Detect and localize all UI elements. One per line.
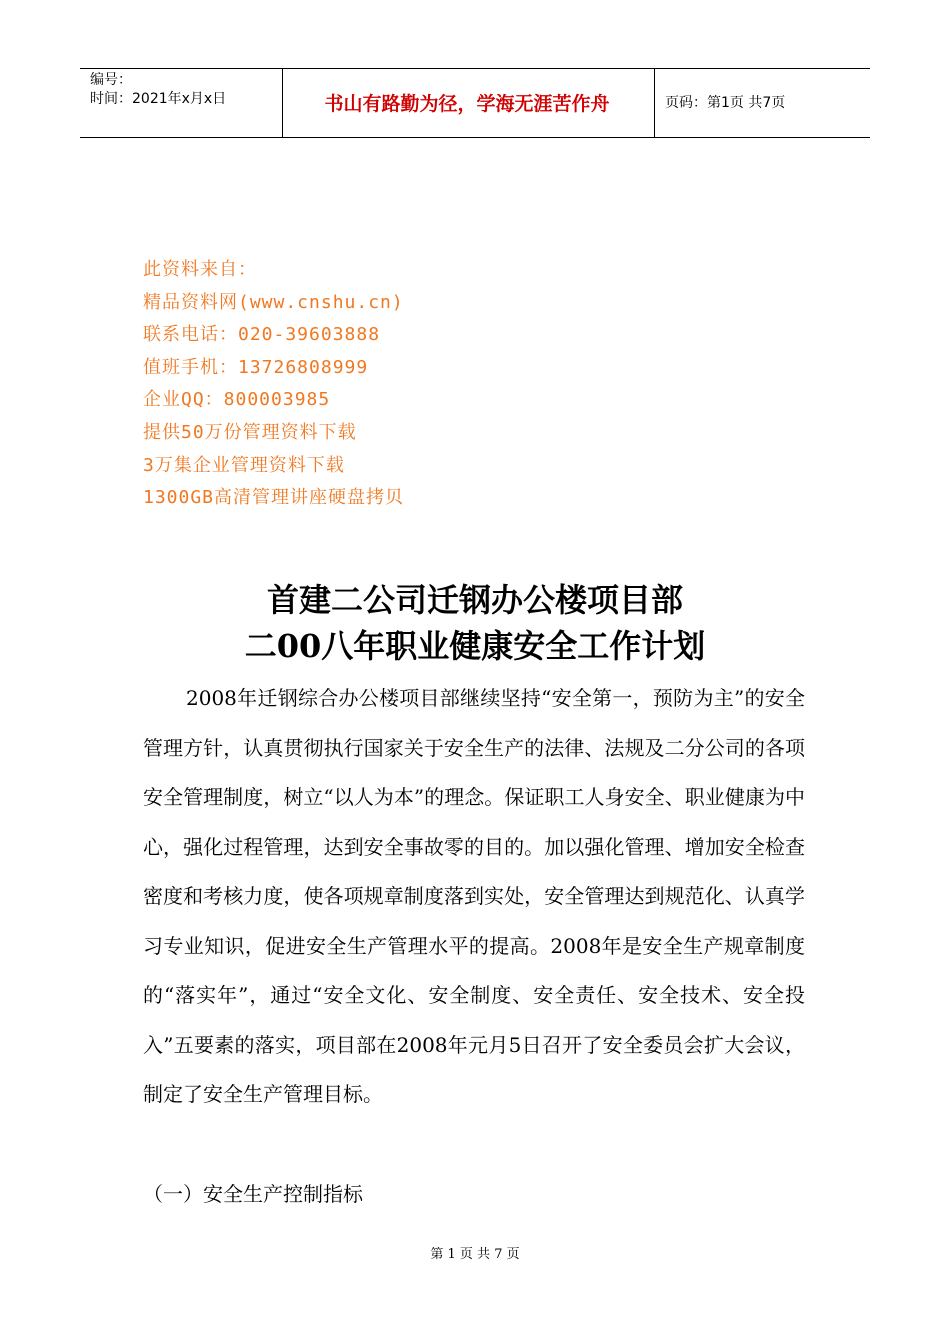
header-meta	[90, 71, 226, 109]
body-paragraph: 2008年迁钢综合办公楼项目部继续坚持“安全第一，预防为主”的安全管理方针，认真贯彻执行国家关于安全生产的法律、法规及二分公司的各项安全管理制度，树立“以人为本”的理念。保证职工人身安全、职业健康为中心，强化过程管理，达到安全事故零的目的。加以强化管理、增加安全检查密度和考核力度，使各项规章制度落到实处，安全管理达到规范化、认真学习专业知识，促进安全生产管理水平的提高。2008年是安全生产规章制度的“落实年”，通过“安全文化、安全制度、安全责任、安全技术、安全投入”五要素的落实，项目部在2008年元月5日召开了安全委员会扩大会议，制定了安全生产管理目标。	[143, 686, 805, 1106]
header-page-info: 页码：第1页 共7页	[665, 95, 786, 111]
source-line: 企业QQ：800003985	[143, 389, 331, 411]
document-title-line-1: 首建二公司迁钢办公楼项目部	[266, 581, 683, 619]
source-line: 3万集企业管理资料下载	[143, 454, 345, 476]
document-title-line-2: 二00八年职业健康安全工作计划	[244, 627, 706, 665]
header-motto: 书山有路勤为径，学海无涯苦作舟	[324, 93, 610, 115]
source-line: 联系电话：020-39603888	[143, 324, 381, 346]
source-line: 此资料来自：	[143, 259, 257, 280]
source-line: 提供50万份管理资料下载	[143, 421, 357, 443]
time-label: 时间：2021年x月x日	[90, 91, 227, 107]
source-line: 值班手机：13726808999	[143, 356, 369, 378]
source-info-block	[143, 254, 404, 515]
header-table	[80, 68, 870, 138]
source-line: 1300GB高清管理讲座硬盘拷贝	[143, 487, 405, 509]
page-footer: 第 1 页 共 7 页	[430, 1247, 520, 1262]
source-line: 精品资料网(www.cnshu.cn)	[143, 291, 404, 313]
header-divider	[654, 69, 655, 137]
section-heading: （一）安全生产控制指标	[143, 1182, 363, 1206]
body-text	[143, 674, 805, 1120]
number-label: 编号：	[90, 72, 132, 88]
